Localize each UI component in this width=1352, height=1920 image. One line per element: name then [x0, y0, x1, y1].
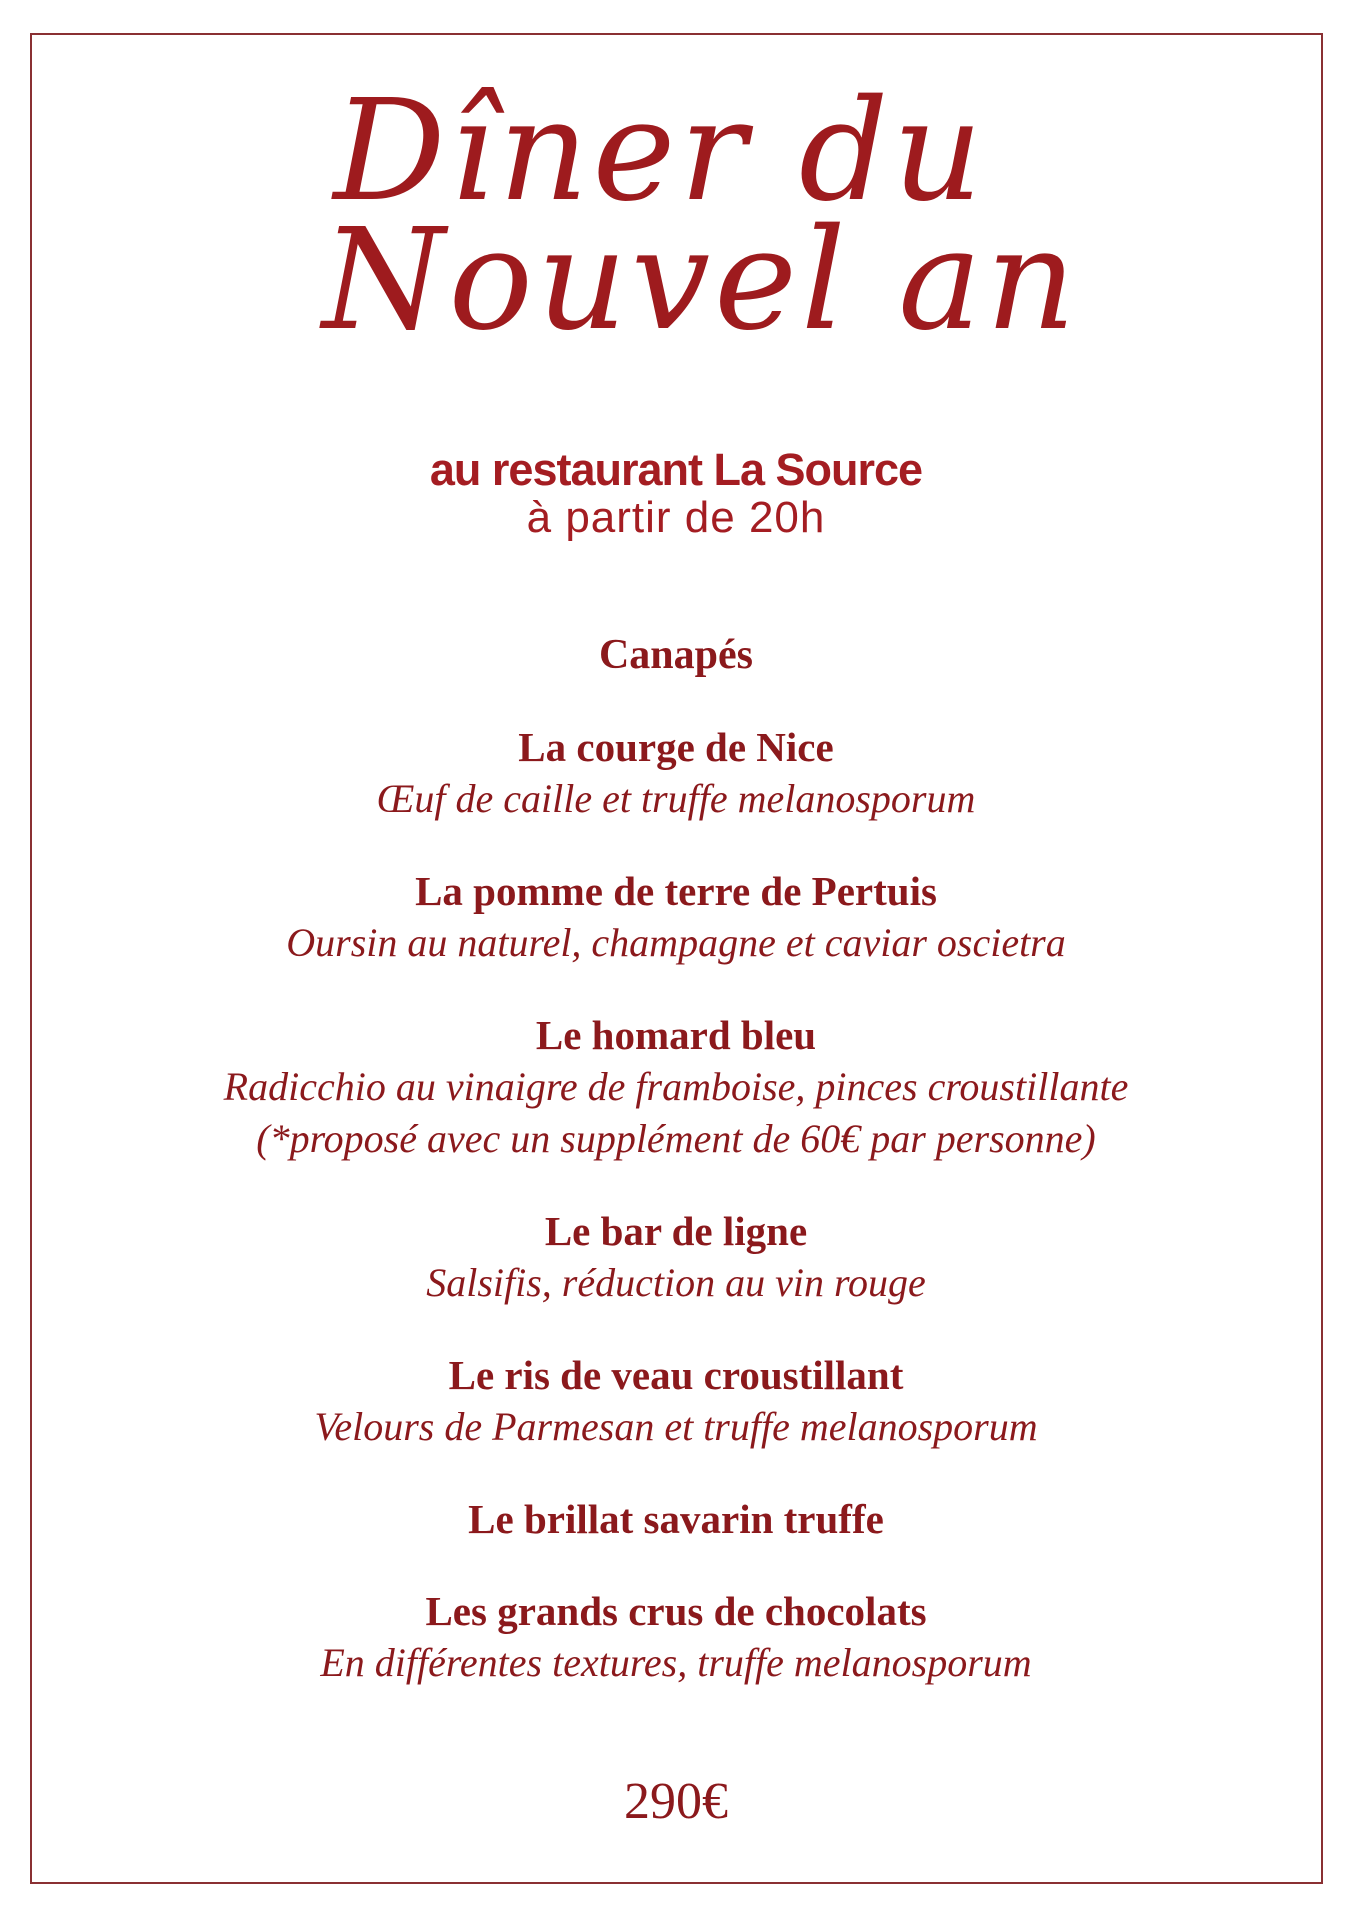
item-name: La pomme de terre de Pertuis: [415, 868, 937, 914]
item-description: Œuf de caille et truffe melanosporum: [376, 776, 976, 821]
menu-title-line1: Dîner du: [333, 70, 987, 233]
item-description: Velours de Parmesan et truffe melanosporum: [314, 1404, 1038, 1449]
service-time: à partir de 20h: [526, 493, 826, 542]
menu-item: [0, 1493, 1352, 1545]
menu-item: [0, 1009, 1352, 1165]
menu-title-line2: Nouvel an: [322, 199, 1080, 362]
item-name: Le brillat savarin truffe: [468, 1496, 884, 1542]
item-supplement-note: (*proposé avec un supplément de 60€ par personne): [256, 1116, 1096, 1161]
item-name: Le homard bleu: [535, 1012, 817, 1058]
item-name: Les grands crus de chocolats: [425, 1588, 927, 1634]
section-heading: Canapés: [598, 632, 754, 678]
item-description: Salsifis, réduction au vin rouge: [426, 1260, 926, 1305]
menu-item: [0, 721, 1352, 825]
menu-item: [0, 1205, 1352, 1309]
menu-price: 290€: [624, 1773, 728, 1830]
restaurant-name: au restaurant La Source: [429, 444, 923, 495]
menu-item: [0, 1585, 1352, 1689]
item-description: En différentes textures, truffe melanosporum: [320, 1640, 1032, 1685]
menu-title: [0, 0, 1352, 363]
item-description: Radicchio au vinaigre de framboise, pinces croustillante: [223, 1064, 1129, 1109]
menu-item: [0, 865, 1352, 969]
item-name: Le ris de veau croustillant: [448, 1352, 904, 1398]
item-name: Le bar de ligne: [544, 1208, 808, 1254]
menu-item: [0, 1349, 1352, 1453]
item-name: La courge de Nice: [518, 724, 834, 770]
item-description: Oursin au naturel, champagne et caviar oscietra: [286, 920, 1066, 965]
